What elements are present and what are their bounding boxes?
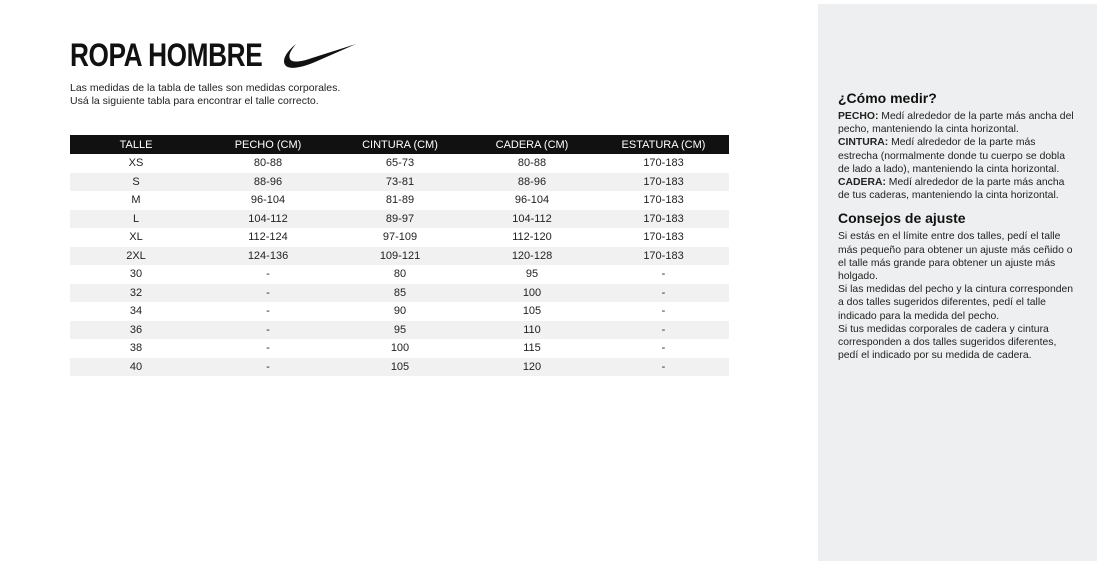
fit-tip: Si tus medidas corporales de cadera y cintura corresponden a dos talles sugeridos diferentes, pedí el indicado por su medida de cadera. bbox=[838, 323, 1057, 362]
hip-text: Medí alrededor de la parte más ancha de tus caderas, manteniendo la cinta horizontal. bbox=[838, 177, 1065, 202]
table-cell: 36 bbox=[70, 321, 202, 340]
column-header: CADERA (CM) bbox=[466, 135, 598, 154]
how-to-measure-heading: ¿Cómo medir? bbox=[838, 90, 937, 106]
fit-tip: Si las medidas del pecho y la cintura corresponden a dos talles sugeridos diferentes, pedí el talle indicado para la medida del pecho. bbox=[838, 284, 1074, 322]
intro-text bbox=[70, 82, 340, 108]
table-cell: 89-97 bbox=[334, 210, 466, 229]
table-row bbox=[70, 265, 729, 284]
table-cell: 73-81 bbox=[334, 173, 466, 192]
table-cell: - bbox=[202, 321, 334, 340]
table-row bbox=[70, 339, 729, 358]
table-row bbox=[70, 191, 729, 210]
table-row bbox=[70, 173, 729, 192]
table-cell: 112-120 bbox=[466, 228, 598, 247]
hip-instruction bbox=[838, 176, 1074, 202]
table-cell: 170-183 bbox=[598, 173, 729, 192]
table-cell: 88-96 bbox=[202, 173, 334, 192]
hip-label: CADERA: bbox=[838, 177, 886, 189]
table-cell: XS bbox=[70, 154, 202, 173]
table-cell: 115 bbox=[466, 339, 598, 358]
table-cell: 30 bbox=[70, 265, 202, 284]
table-cell: 32 bbox=[70, 284, 202, 303]
table-cell: - bbox=[598, 358, 729, 377]
table-cell: 124-136 bbox=[202, 247, 334, 266]
measuring-guide-content bbox=[838, 90, 1074, 362]
table-row bbox=[70, 228, 729, 247]
waist-text: Medí alrededor de la parte más estrecha (normalmente donde tu cuerpo se dobla de lado a lado), manteniendo la cinta horizontal. bbox=[838, 137, 1066, 175]
waist-label: CINTURA: bbox=[838, 137, 889, 149]
table-row bbox=[70, 302, 729, 321]
intro-line: Las medidas de la tabla de talles son medidas corporales. bbox=[70, 82, 341, 94]
table-cell: 105 bbox=[466, 302, 598, 321]
table-cell: S bbox=[70, 173, 202, 192]
table-cell: 95 bbox=[466, 265, 598, 284]
table-cell: - bbox=[598, 339, 729, 358]
fit-tip: Si estás en el límite entre dos talles, pedí el talle más pequeño para obtener un ajuste más ceñido o el talle más grande para obtener un ajuste más holgado. bbox=[838, 231, 1073, 283]
waist-instruction bbox=[838, 136, 1074, 176]
nike-swoosh-icon bbox=[279, 40, 357, 70]
table-cell: 40 bbox=[70, 358, 202, 377]
table-cell: - bbox=[202, 358, 334, 377]
table-cell: - bbox=[598, 321, 729, 340]
table-cell: L bbox=[70, 210, 202, 229]
table-cell: - bbox=[202, 302, 334, 321]
fit-tips-heading: Consejos de ajuste bbox=[838, 210, 966, 227]
table-cell: XL bbox=[70, 228, 202, 247]
measuring-guide-panel bbox=[818, 4, 1097, 561]
page-title: ROPA HOMBRE bbox=[70, 37, 263, 73]
table-cell: 170-183 bbox=[598, 228, 729, 247]
table-row bbox=[70, 154, 729, 173]
column-header: TALLE bbox=[70, 135, 202, 154]
table-cell: 100 bbox=[334, 339, 466, 358]
table-cell: 96-104 bbox=[466, 191, 598, 210]
table-cell: 104-112 bbox=[466, 210, 598, 229]
table-row bbox=[70, 321, 729, 340]
chest-label: PECHO: bbox=[838, 111, 879, 122]
chest-instruction bbox=[838, 110, 1074, 136]
table-cell: 170-183 bbox=[598, 191, 729, 210]
table-cell: 112-124 bbox=[202, 228, 334, 247]
table-cell: - bbox=[202, 284, 334, 303]
table-cell: 90 bbox=[334, 302, 466, 321]
page-header bbox=[70, 38, 357, 72]
table-cell: 120-128 bbox=[466, 247, 598, 266]
table-cell: - bbox=[598, 284, 729, 303]
table-cell: 95 bbox=[334, 321, 466, 340]
column-header: CINTURA (CM) bbox=[334, 135, 466, 154]
table-cell: 80 bbox=[334, 265, 466, 284]
table-cell: 34 bbox=[70, 302, 202, 321]
table-cell: 109-121 bbox=[334, 247, 466, 266]
table-cell: 100 bbox=[466, 284, 598, 303]
table-row bbox=[70, 284, 729, 303]
table-row bbox=[70, 247, 729, 266]
table-cell: 65-73 bbox=[334, 154, 466, 173]
size-chart-table bbox=[70, 135, 729, 376]
table-cell: 104-112 bbox=[202, 210, 334, 229]
table-cell: 170-183 bbox=[598, 154, 729, 173]
table-cell: 105 bbox=[334, 358, 466, 377]
table-cell: 110 bbox=[466, 321, 598, 340]
table-cell: 80-88 bbox=[466, 154, 598, 173]
table-cell: 85 bbox=[334, 284, 466, 303]
table-row bbox=[70, 358, 729, 377]
column-header: ESTATURA (CM) bbox=[598, 135, 729, 154]
intro-line: Usá la siguiente tabla para encontrar el talle correcto. bbox=[70, 95, 319, 107]
table-cell: 88-96 bbox=[466, 173, 598, 192]
column-header: PECHO (CM) bbox=[202, 135, 334, 154]
table-cell: 120 bbox=[466, 358, 598, 377]
table-cell: 2XL bbox=[70, 247, 202, 266]
table-cell: 81-89 bbox=[334, 191, 466, 210]
table-cell: 97-109 bbox=[334, 228, 466, 247]
table-row bbox=[70, 210, 729, 229]
table-cell: 80-88 bbox=[202, 154, 334, 173]
table-cell: - bbox=[202, 339, 334, 358]
table-header-row bbox=[70, 135, 729, 154]
table-cell: - bbox=[202, 265, 334, 284]
table-cell: 170-183 bbox=[598, 210, 729, 229]
chest-text: Medí alrededor de la parte más ancha del pecho, manteniendo la cinta horizontal. bbox=[838, 111, 1074, 136]
table-cell: 38 bbox=[70, 339, 202, 358]
table-cell: - bbox=[598, 265, 729, 284]
table-cell: - bbox=[598, 302, 729, 321]
table-cell: 170-183 bbox=[598, 247, 729, 266]
table-cell: 96-104 bbox=[202, 191, 334, 210]
table-cell: M bbox=[70, 191, 202, 210]
